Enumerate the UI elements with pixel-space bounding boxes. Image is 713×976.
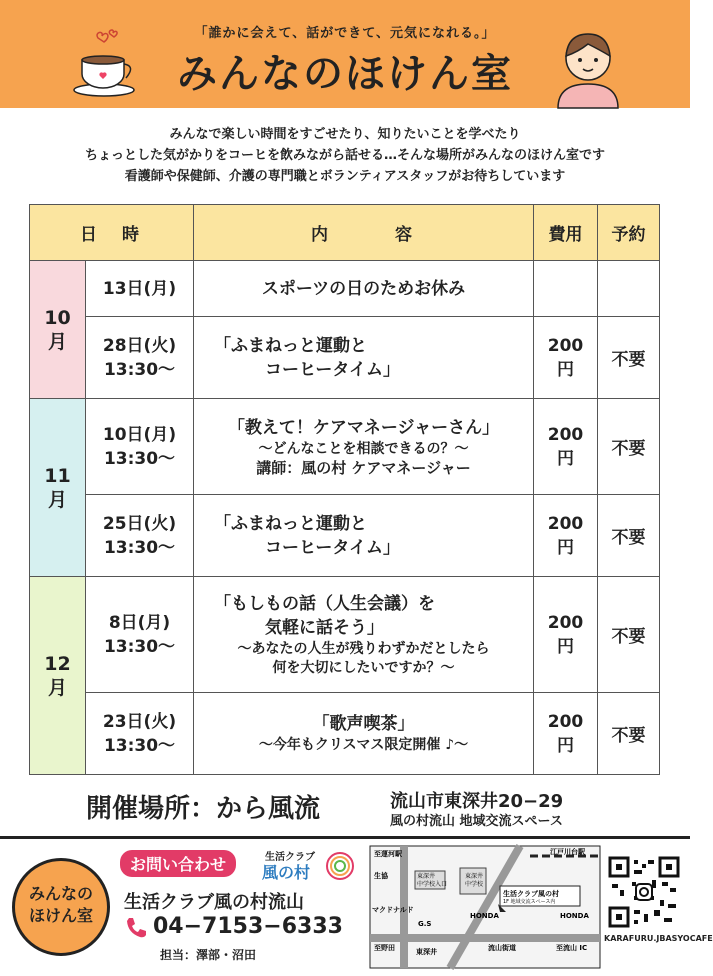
month-december — [30, 577, 86, 775]
event-reservation: 不要 — [598, 693, 660, 775]
phone-icon — [124, 916, 148, 940]
intro-text — [0, 124, 690, 187]
schedule-table — [29, 204, 660, 775]
table-header-row — [30, 205, 660, 261]
svg-text:東深井: 東深井 — [416, 948, 437, 956]
event-content: 「歌声喫茶」 — [312, 714, 415, 734]
svg-text:生協: 生協 — [374, 872, 388, 880]
event-date: 13日(月) — [86, 261, 194, 317]
event-content: スポーツの日のためお休み — [194, 261, 534, 317]
event-subtitle: 〜今年もクリスマス限定開催 ♪〜 — [258, 737, 469, 753]
svg-text:東深井: 東深井 — [465, 873, 484, 880]
month-november — [30, 399, 86, 577]
event-fee: 200 円 — [534, 693, 598, 775]
event-content: 「教えて！ケアマネージャーさん」 — [227, 417, 500, 438]
month-label: 12 月 — [44, 652, 71, 699]
contact-badge: お問い合わせ — [120, 850, 236, 877]
event-content-cell — [194, 693, 534, 775]
intro-line: 看護師や保健師、介護の専門職とボランティアスタッフがお待ちしています — [124, 169, 566, 184]
event-fee: 200 円 — [534, 577, 598, 693]
svg-text:至運河駅: 至運河駅 — [374, 850, 402, 858]
page-title: みんなのほけん室 — [177, 51, 513, 97]
header-reservation: 予約 — [598, 205, 660, 261]
svg-text:至流山 IC: 至流山 IC — [556, 944, 588, 952]
table-row — [30, 693, 660, 775]
nurse-illustration-icon — [548, 24, 628, 108]
event-reservation: 不要 — [598, 577, 660, 693]
svg-text:中学校: 中学校 — [465, 881, 484, 888]
event-date: 8日(月) 13:30〜 — [86, 577, 194, 693]
intro-line: ちょっとした気がかりをコーヒを飲みながら話せる…そんな場所がみんなのほけん室です — [84, 148, 605, 163]
event-lecturer: 講師：風の村 ケアマネージャー — [256, 458, 471, 477]
svg-text:至野田: 至野田 — [374, 944, 395, 952]
event-content-cell — [194, 577, 534, 693]
access-map — [370, 846, 600, 968]
event-fee: 200 円 — [534, 317, 598, 399]
svg-text:HONDA: HONDA — [560, 912, 589, 920]
svg-text:中学校入口: 中学校入口 — [417, 881, 448, 888]
event-date: 23日(火) 13:30〜 — [86, 693, 194, 775]
event-reservation: 不要 — [598, 399, 660, 495]
table-row — [30, 495, 660, 577]
venue-address-sub: 風の村流山 地域交流スペース — [390, 814, 563, 829]
club-label-big: 風の村 — [262, 863, 311, 882]
svg-text:江戸川台駅: 江戸川台駅 — [550, 848, 585, 856]
table-row — [30, 577, 660, 693]
logo — [12, 858, 110, 956]
event-date: 25日(火) 13:30〜 — [86, 495, 194, 577]
event-reservation: 不要 — [598, 317, 660, 399]
svg-text:生活クラブ風の村: 生活クラブ風の村 — [503, 890, 559, 898]
kazenomura-logo-icon — [324, 850, 356, 882]
event-subtitle: 〜どんなことを相談できるの？〜 — [258, 440, 469, 457]
event-date: 28日(火) 13:30〜 — [86, 317, 194, 399]
table-row — [30, 317, 660, 399]
event-fee — [534, 261, 598, 317]
tagline: 「誰かに会えて、話ができて、元気になれる。」 — [194, 26, 496, 41]
table-row — [30, 261, 660, 317]
svg-text:東深井: 東深井 — [417, 873, 436, 880]
event-content-cell — [194, 399, 534, 495]
month-october — [30, 261, 86, 399]
qr-code-icon — [608, 856, 680, 928]
event-content: 「ふまねっと運動と コーヒータイム」 — [194, 495, 534, 577]
svg-text:G.S: G.S — [418, 920, 432, 928]
event-subtitle: 〜あなたの人生が残りわずかだとしたら 何を大切にしたいですか？〜 — [237, 640, 490, 676]
coffee-cup-icon — [70, 30, 140, 100]
venue-label: 開催場所：から風流 — [86, 794, 321, 824]
event-content: 「もしもの話（人生会議）を 気軽に話そう」 — [214, 593, 435, 638]
svg-text:流山街道: 流山街道 — [488, 944, 516, 952]
month-label: 10 月 — [44, 306, 71, 353]
table-row — [30, 399, 660, 495]
logo-text: みんなの ほけん室 — [28, 884, 93, 925]
event-content: 「ふまねっと運動と コーヒータイム」 — [194, 317, 534, 399]
club-name: 生活クラブ風の村流山 — [124, 892, 304, 913]
svg-text:1F 地域交流スペース内: 1F 地域交流スペース内 — [503, 899, 556, 905]
intro-line: みんなで楽しい時間をすごせたり、知りたいことを学べたり — [169, 127, 521, 142]
phone-number: 04−7153−6333 — [153, 914, 343, 939]
event-date: 10日(月) 13:30〜 — [86, 399, 194, 495]
event-fee: 200 円 — [534, 495, 598, 577]
venue-address: 流山市東深井20−29 — [390, 791, 564, 812]
contact-persons: 担当：澤部・沼田 — [160, 948, 257, 962]
svg-text:HONDA: HONDA — [470, 912, 499, 920]
month-label: 11 月 — [44, 464, 71, 511]
qr-url: KARAFURU.JBASYOCAFE — [604, 934, 713, 943]
header-date: 日 時 — [30, 205, 194, 261]
event-reservation: 不要 — [598, 495, 660, 577]
svg-text:マクドナルド: マクドナルド — [372, 906, 414, 914]
header-content: 内 容 — [194, 205, 534, 261]
club-label-small: 生活クラブ — [265, 852, 315, 863]
event-fee: 200 円 — [534, 399, 598, 495]
header-fee: 費用 — [534, 205, 598, 261]
event-reservation — [598, 261, 660, 317]
